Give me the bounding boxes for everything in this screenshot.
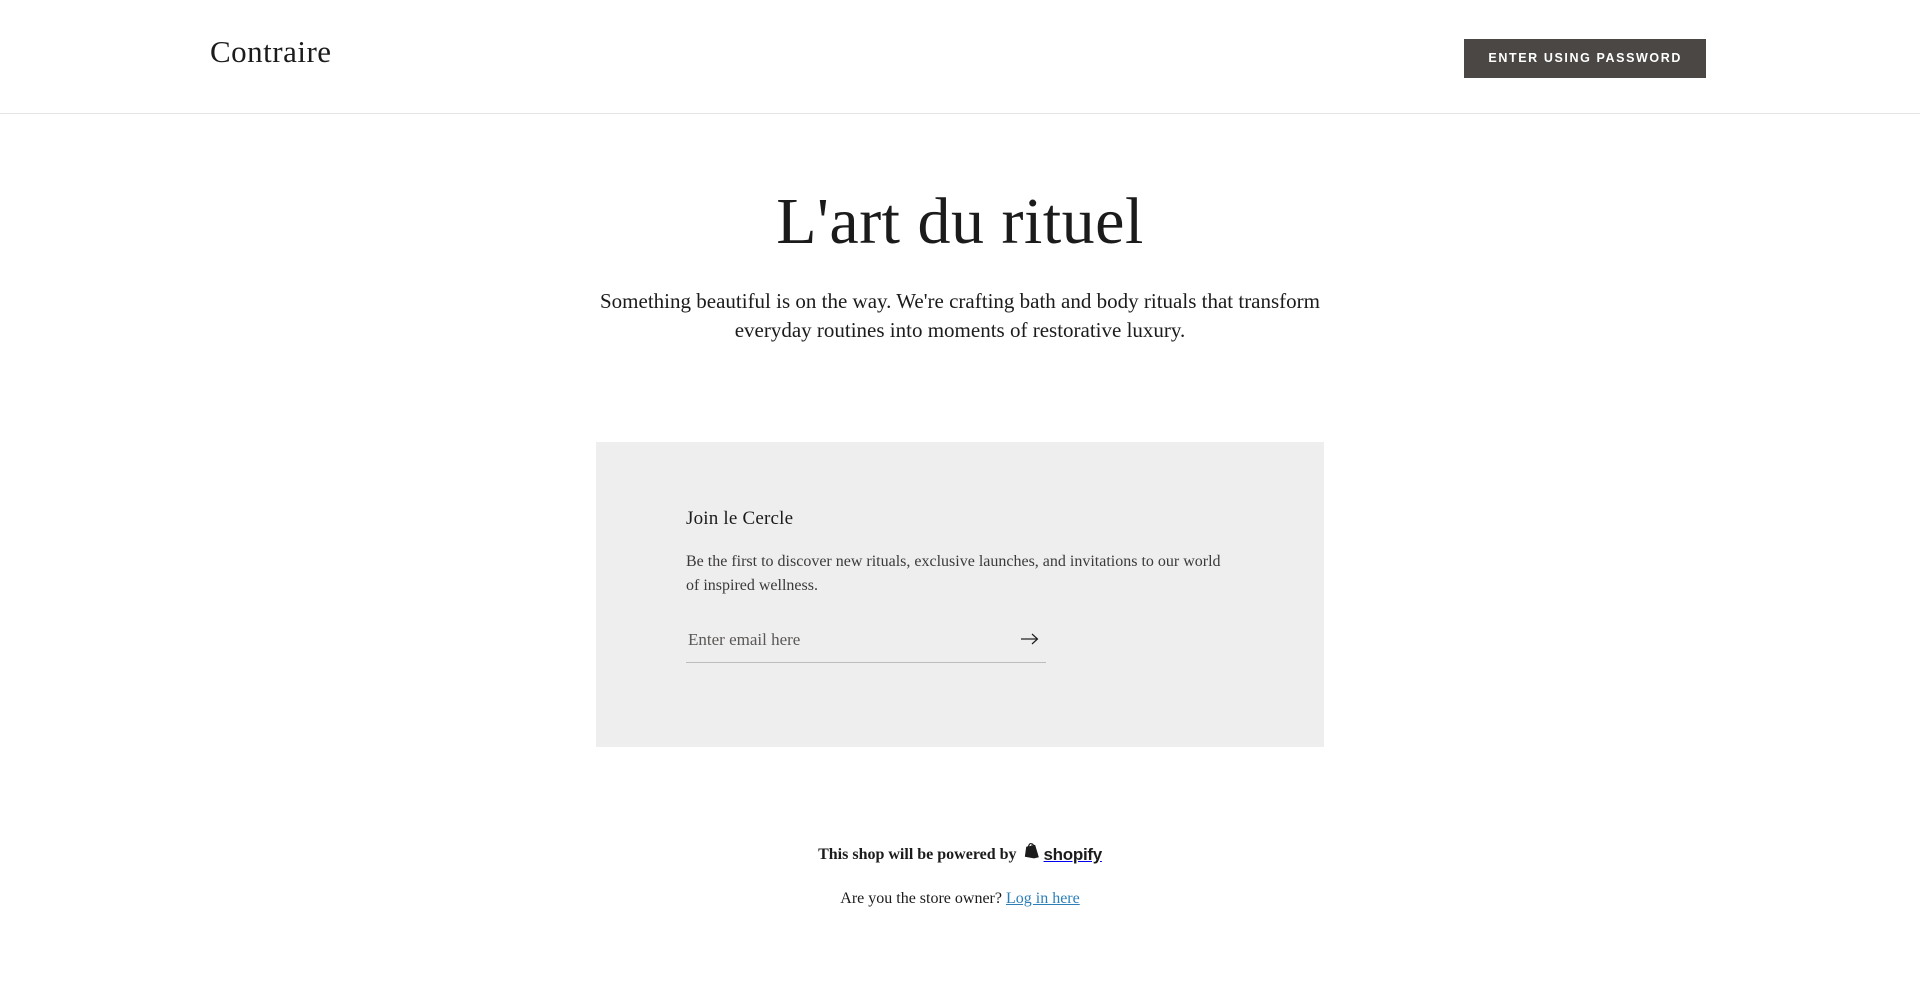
enter-using-password-button[interactable]: ENTER USING PASSWORD: [1464, 39, 1706, 78]
powered-by-label: This shop will be powered by: [818, 845, 1017, 863]
arrow-right-icon: [1020, 632, 1040, 649]
main-content: [0, 114, 1920, 908]
hero-subtitle: Something beautiful is on the way. We're crafting bath and body rituals that transform everyday routines into moments of restorative luxury.: [600, 288, 1320, 343]
powered-by-row: [0, 843, 1920, 866]
shop-footer: [0, 843, 1920, 908]
newsletter-heading: Join le Cercle: [686, 508, 794, 530]
hero-section: [0, 114, 1920, 346]
login-link[interactable]: Log in here: [1005, 890, 1080, 908]
newsletter-description: Be the first to discover new rituals, exclusive launches, and invitations to our world of inspired wellness.: [686, 553, 1221, 595]
site-header: [0, 0, 1920, 114]
shopify-wordmark: shopify: [1043, 844, 1102, 864]
shopify-bag-icon: [1024, 843, 1040, 866]
shopify-logo-link[interactable]: [1024, 843, 1102, 866]
page-title: L'art du rituel: [776, 185, 1144, 258]
newsletter-submit-button[interactable]: [1014, 632, 1046, 649]
site-brand-logo[interactable]: Contraire: [210, 34, 332, 69]
email-input[interactable]: [686, 624, 1014, 656]
newsletter-card: [596, 442, 1324, 747]
newsletter-form: [686, 624, 1046, 663]
store-owner-label: Are you the store owner?: [840, 890, 1002, 908]
store-owner-row: [0, 890, 1920, 908]
